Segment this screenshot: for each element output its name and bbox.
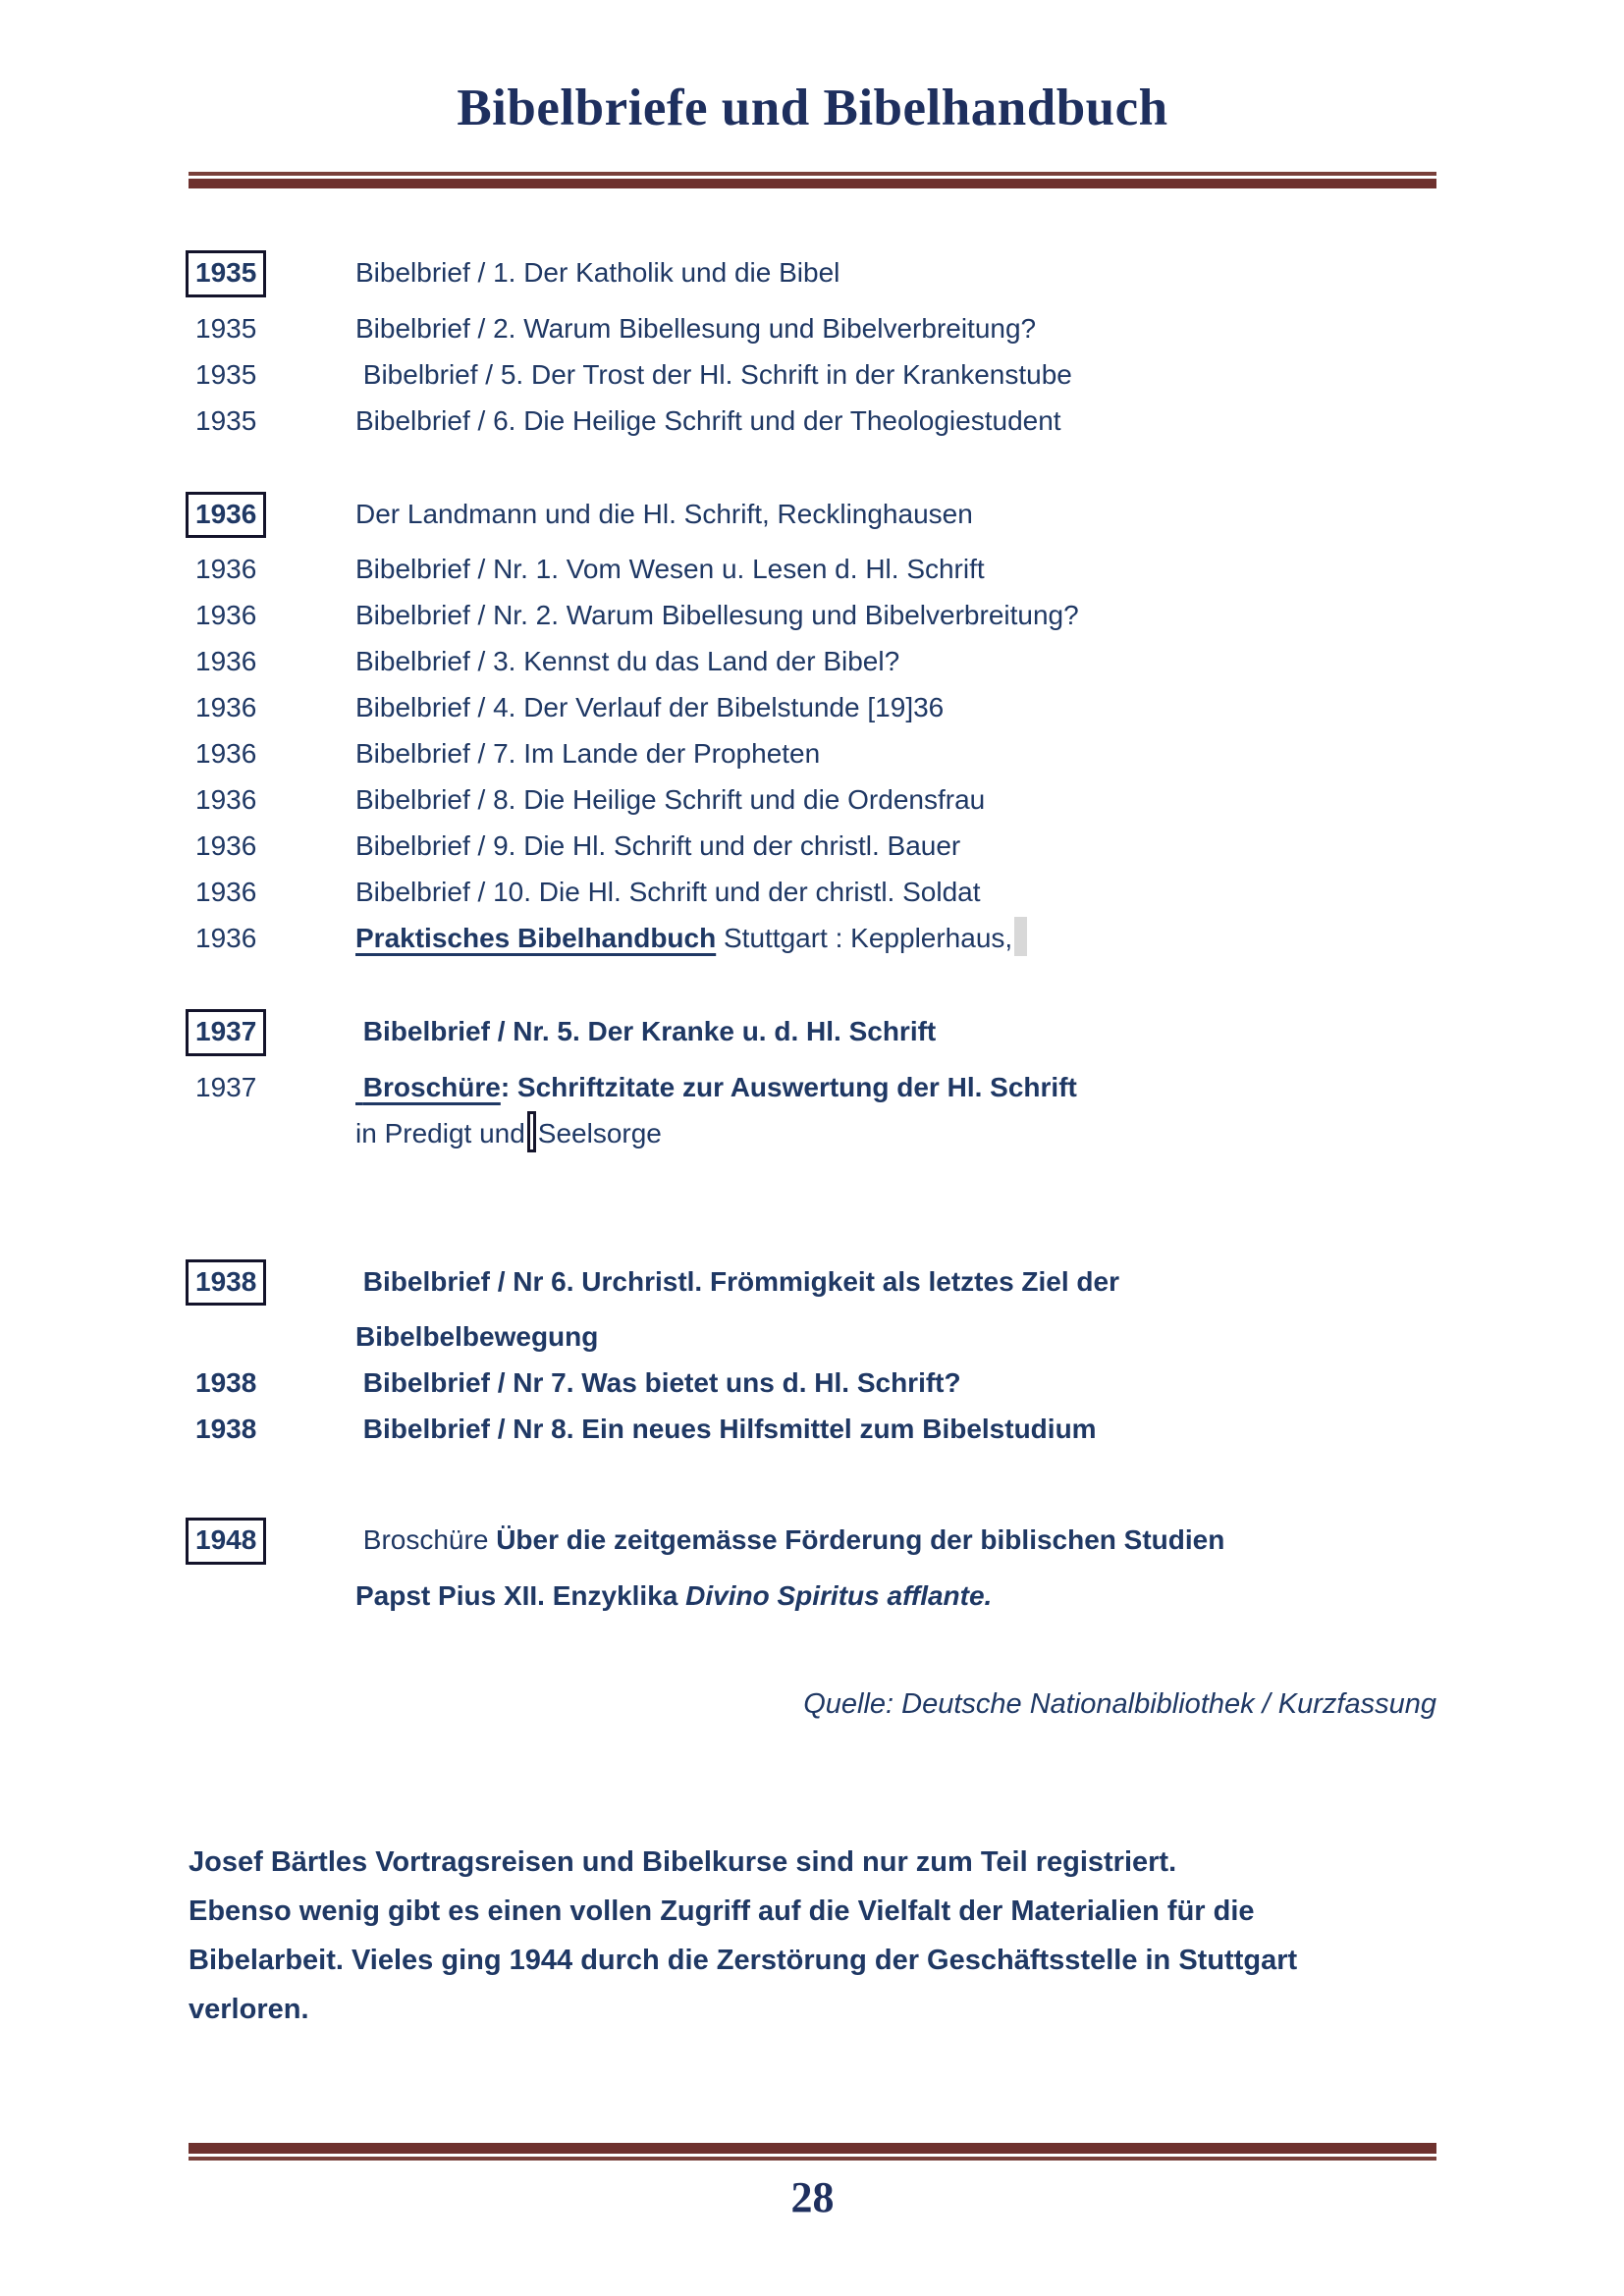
entry-segment: Bibelbrief / 2. Warum Bibellesung und Bibelverbreitung? (355, 312, 1037, 344)
entry-segment: Bibelbrief / 9. Die Hl. Schrift und der christl. Bauer (355, 830, 961, 862)
bottom-divider-thin-line (189, 2157, 1436, 2161)
year-cell-boxed (189, 1008, 355, 1056)
entry-segment: Praktisches Bibelhandbuch (355, 923, 717, 954)
list-row (189, 491, 1436, 539)
year-label: 1936 (195, 923, 257, 954)
entry-segment: Bibelbrief / 7. Im Lande der Propheten (355, 738, 821, 770)
entry-segment: Bibelbrief / 5. Der Trost der Hl. Schrift in der Krankenstube (355, 358, 1072, 390)
year-label: 1936 (195, 600, 257, 631)
text-cursor-mark (527, 1111, 536, 1152)
list-row (189, 1313, 1436, 1360)
top-divider-thick-line (189, 179, 1436, 188)
year-label: 1936 (195, 554, 257, 585)
page-footer (189, 2143, 1436, 2222)
list-row (189, 546, 1436, 592)
gray-highlight-mark (1014, 917, 1027, 956)
paragraph-line: Josef Bärtles Vortragsreisen und Bibelkurse sind nur zum Teil registriert. (189, 1845, 1177, 1878)
entry-text (355, 249, 1436, 295)
entry-segment: Bibelbrief / 8. Die Heilige Schrift und die Ordensfrau (355, 784, 986, 816)
entry-segment: Bibelbrief / 1. Der Katholik und die Bibel (355, 256, 840, 288)
year-group (189, 1258, 1436, 1453)
list-row (189, 915, 1436, 961)
year-label: 1936 (195, 830, 257, 862)
year-label: 1936 (195, 738, 257, 770)
year-label: 1938 (195, 1367, 257, 1399)
top-divider (189, 172, 1436, 188)
source-note: Quelle: Deutsche Nationalbibliothek / Kurzfassung (803, 1687, 1436, 1720)
entry-text (355, 1064, 1436, 1110)
entry-segment: : Schriftzitate zur Auswertung der Hl. Schrift (500, 1071, 1077, 1102)
entry-segment: Bibelbrief / 10. Die Hl. Schrift und der christl. Soldat (355, 877, 981, 908)
entry-text (355, 1110, 1436, 1156)
year-cell-boxed (189, 249, 355, 297)
entry-segment: Bibelbrief / 3. Kennst du das Land der Bibel? (355, 646, 900, 677)
entry-text (355, 1313, 1436, 1360)
entry-segment: Bibelbrief / Nr. 1. Vom Wesen u. Lesen d. Hl. Schrift (355, 554, 985, 585)
entry-text (355, 869, 1436, 915)
list-row (189, 1258, 1436, 1307)
paragraph-line: verloren. (189, 1993, 309, 2025)
year-label: 1936 (195, 692, 257, 723)
entry-segment: Bibelbrief / Nr. 2. Warum Bibellesung und Bibelverbreitung? (355, 600, 1079, 631)
entry-segment: in Predigt und (355, 1117, 525, 1148)
entry-text (355, 351, 1436, 398)
entry-text (355, 1008, 1436, 1054)
year-label: 1935 (195, 404, 257, 436)
year-box: 1935 (186, 250, 266, 297)
year-label: 1936 (195, 646, 257, 677)
paragraph-line: Ebenso wenig gibt es einen vollen Zugriff auf die Vielfalt der Materialien für die (189, 1895, 1255, 1927)
page-title: Bibelbriefe und Bibelhandbuch (457, 80, 1168, 136)
list-row (189, 305, 1436, 351)
entry-segment: Seelsorge (537, 1117, 662, 1148)
entry-segment: Papst Pius XII. Enzyklika (355, 1579, 686, 1611)
entry-segment: Broschüre (355, 1071, 501, 1102)
entry-text (355, 1517, 1436, 1563)
year-group (189, 249, 1436, 444)
list-row (189, 1573, 1436, 1619)
entry-segment: Der Landmann und die Hl. Schrift, Recklinghausen (355, 498, 973, 529)
entry-text (355, 1258, 1436, 1305)
entry-text (355, 592, 1436, 638)
year-group (189, 1008, 1436, 1156)
list-row (189, 776, 1436, 823)
entry-text (355, 398, 1436, 444)
entry-segment: Bibelbrief / Nr. 5. Der Kranke u. d. Hl. Schrift (355, 1016, 937, 1047)
entry-text (355, 823, 1436, 869)
closing-paragraph (189, 1838, 1436, 2034)
year-box: 1937 (186, 1009, 266, 1056)
bottom-divider-thick-line (189, 2143, 1436, 2154)
year-group (189, 491, 1436, 962)
list-row (189, 1008, 1436, 1056)
year-label: 1935 (195, 358, 257, 390)
year-cell-boxed (189, 1517, 355, 1565)
entry-text (355, 776, 1436, 823)
list-row (189, 730, 1436, 776)
year-group (189, 1517, 1436, 1619)
year-cell-boxed (189, 1258, 355, 1307)
list-row (189, 592, 1436, 638)
entry-text (355, 730, 1436, 776)
list-row (189, 1110, 1436, 1156)
entry-segment: Bibelbrief / Nr 8. Ein neues Hilfsmittel zum Bibelstudium (355, 1414, 1097, 1445)
entry-segment: Über die zeitgemässe Förderung der biblischen Studien (496, 1524, 1225, 1556)
list-row (189, 351, 1436, 398)
year-box: 1948 (186, 1518, 266, 1565)
entry-segment: Broschüre (355, 1524, 497, 1556)
entry-segment: Bibelbrief / Nr 6. Urchristl. Frömmigkeit als letztes Ziel der (355, 1265, 1119, 1297)
list-row (189, 398, 1436, 444)
entry-text (355, 684, 1436, 730)
entry-segment: Bibelbelbewegung (355, 1321, 599, 1353)
year-box: 1938 (186, 1259, 266, 1307)
year-label: 1938 (195, 1414, 257, 1445)
year-label: 1935 (195, 312, 257, 344)
year-box: 1936 (186, 492, 266, 539)
entry-text (355, 1406, 1436, 1452)
year-label: 1936 (195, 877, 257, 908)
list-row (189, 1406, 1436, 1452)
entry-segment: Stuttgart : Kepplerhaus, (716, 923, 1013, 954)
list-row (189, 1517, 1436, 1565)
entry-segment: Bibelbrief / 4. Der Verlauf der Bibelstunde [19]36 (355, 692, 945, 723)
entry-text (355, 1573, 1436, 1619)
year-label: 1937 (195, 1071, 257, 1102)
list-row (189, 249, 1436, 297)
entry-text (355, 546, 1436, 592)
list-row (189, 638, 1436, 684)
entry-text (355, 491, 1436, 537)
entry-segment: Divino Spiritus afflante. (685, 1579, 993, 1611)
publication-list (189, 249, 1436, 1619)
entry-segment: Bibelbrief / Nr 7. Was bietet uns d. Hl. Schrift? (355, 1367, 961, 1399)
page-content (0, 79, 1624, 2034)
entry-segment: Bibelbrief / 6. Die Heilige Schrift und der Theologiestudent (355, 404, 1061, 436)
list-row (189, 684, 1436, 730)
entry-text (355, 1360, 1436, 1406)
list-row (189, 1360, 1436, 1406)
bottom-divider (189, 2143, 1436, 2161)
entry-text (355, 305, 1436, 351)
page-number: 28 (790, 2173, 835, 2221)
year-cell-boxed (189, 491, 355, 539)
paragraph-line: Bibelarbeit. Vieles ging 1944 durch die Zerstörung der Geschäftsstelle in Stuttgart (189, 1944, 1298, 1976)
entry-text (355, 638, 1436, 684)
list-row (189, 823, 1436, 869)
year-label: 1936 (195, 784, 257, 816)
entry-text (355, 915, 1436, 961)
list-row (189, 869, 1436, 915)
list-row (189, 1064, 1436, 1110)
